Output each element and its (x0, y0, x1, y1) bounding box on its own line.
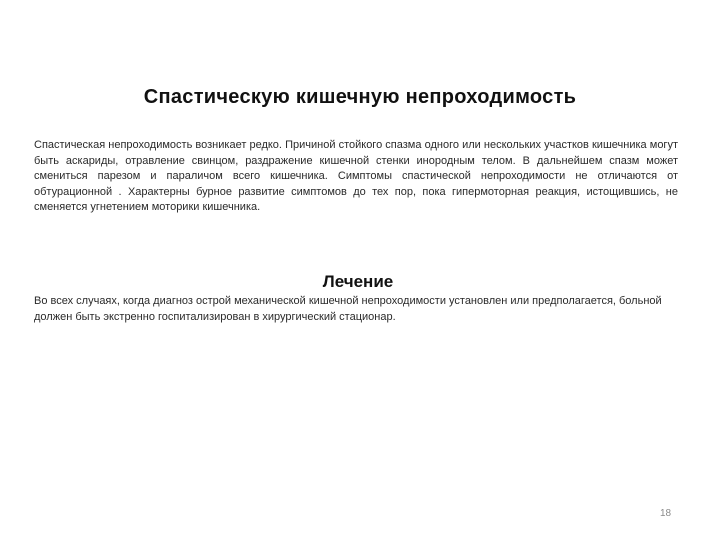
treatment-heading: Лечение (322, 272, 394, 291)
slide-title: Спастическую кишечную непроходимость (143, 86, 577, 108)
intro-paragraph: Спастическая непроходимость возникает редко. Причиной стойкого спазма одного или нескольких участков кишечника могут быть аскариды, отравление свинцом, раздражение кишечной стенки инородным телом. В дальнейшем спазм может смениться парезом и параличом всего кишечника. Симптомы спастической непроходимости не отличаются от обтурационной . Характерны бурное развитие симптомов до тех пор, пока гипермоторная реакция, истощившись, не сменяется угнетением моторики кишечника. (34, 139, 678, 213)
page-number: 18 (660, 508, 672, 519)
treatment-paragraph: Во всех случаях, когда диагноз острой механической кишечной непроходимости установлен или предполагается, больной должен быть экстренно госпитализирован в хирургический стационар. (34, 295, 662, 323)
